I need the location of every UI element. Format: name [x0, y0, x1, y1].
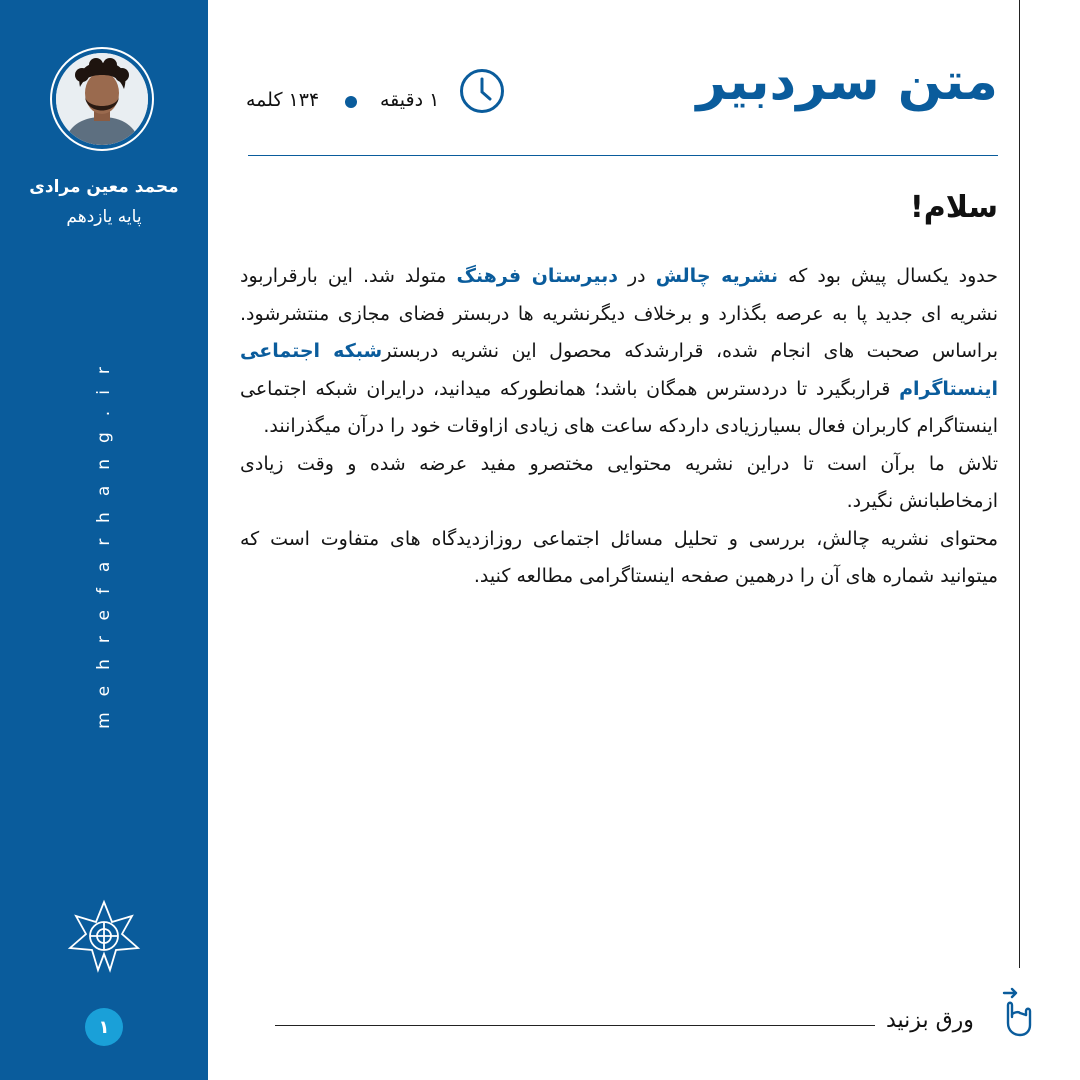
separator-dot — [345, 96, 357, 108]
paragraph — [240, 258, 998, 446]
page-number-badge: ۱ — [85, 1008, 123, 1046]
avatar — [56, 53, 148, 145]
highlight-publication-name: نشریه چالش — [655, 265, 779, 287]
paragraph: محتوای نشریه چالش، بررسی و تحلیل مسائل اجتماعی روزازدیدگاه های متفاوت است که میتوانید شماره های آن را درهمین صفحه اینستاگرامی مطالعه کنید. — [240, 527, 998, 587]
author-grade: پایه یازدهم — [66, 207, 142, 227]
clock-icon — [459, 68, 505, 114]
text-run: قراربگیرد تا دردسترس همگان باشد؛ همانطورکه میدانید، درایران شبکه اجتماعی اینستاگرام کاربران فعال بسیارزیادی داردکه ساعت های زیادی ازاوقات خود را درآن میگذرانند. — [240, 377, 998, 437]
sidebar — [0, 0, 208, 1080]
paragraph: تلاش ما برآن است تا دراین نشریه محتوایی مختصرو مفید عرضه شده و وقت زیادی ازمخاطبانش نگیرد. — [240, 452, 998, 512]
article-body — [240, 258, 998, 596]
divider-vertical — [1019, 0, 1020, 968]
highlight-social-network: شبکه اجتماعی اینستاگرام — [240, 340, 998, 400]
header-divider — [248, 155, 998, 156]
text-run: حدود یکسال پیش بود که — [778, 265, 998, 287]
website-label: mehrefarhang.ir — [94, 351, 114, 729]
greeting: سلام! — [910, 190, 998, 225]
swipe-label: ورق بزنید — [886, 1008, 974, 1033]
author-name: محمد معین مرادی — [29, 177, 179, 197]
page-title: متن سردبیر — [696, 52, 998, 112]
text-run: در — [617, 265, 656, 287]
highlight-school-name: دبیرستان فرهنگ — [456, 265, 618, 287]
school-logo-icon — [66, 898, 142, 974]
word-count: ۱۳۴ کلمه — [246, 89, 320, 111]
swipe-hand-icon — [996, 985, 1036, 1037]
read-time: ۱ دقیقه — [380, 89, 440, 111]
avatar-frame — [50, 47, 154, 151]
text-run: متولد شد. این بارقراربود نشریه ای جدید پا به عرصه بگذارد و برخلاف دیگرنشریه ها دربستر فضای مجازی منتشرشود. براساس صحبت های انجام شده، قرارشدکه محصول این نشریه دربستر — [240, 265, 998, 362]
footer-divider — [275, 1025, 875, 1026]
